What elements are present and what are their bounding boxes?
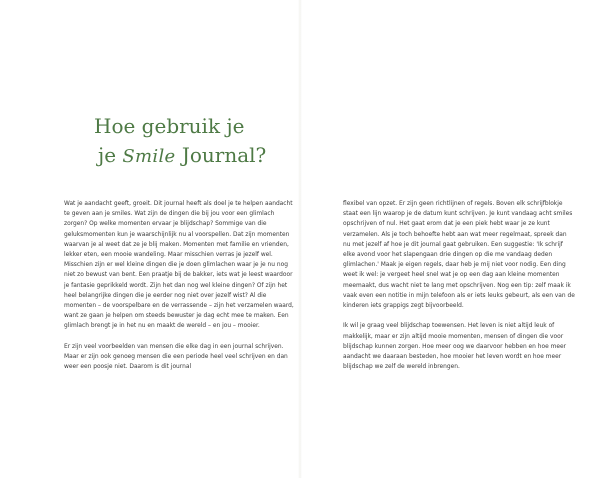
left-paragraph-2: Er zijn veel voorbeelden van mensen die elke dag in een journal schrijven. Maar er zijn ook genoeg mensen die een periode heel veel schrijven en dan weer een poosje niet. Daarom is dit journal [64, 343, 288, 371]
title-line-2 [94, 141, 294, 171]
right-paragraph-2: Ik wil je graag veel blijdschap toewensen. Het leven is niet altijd leuk of makkelijk, maar er zijn altijd mooie momenten, mensen of dingen die voor blijdschap kunnen zorgen. Hoe meer oog we daarvoor hebben en hoe meer aandacht we daaraan besteden, hoe mooier het leven wordt en hoe meer blijdschap we zelf de wereld inbrengen. [343, 323, 567, 371]
right-paragraph-1: flexibel van opzet. Er zijn geen richtlijnen of regels. Boven elk schrijfblokje staat een lijn waarop je de datum kunt schrijven. Je kunt vandaag acht smiles opschrijven of nul. Het gaat erom dat je een piek hebt waar je ze kunt verzamelen. Als je toch behoefte hebt aan wat meer regelmaat, spreek dan nu met jezelf af hoe je dit journal gaat gebruiken. Een suggestie: 'Ik schrijf elke avond voor het slapengaan drie dingen op die me vandaag deden glimlachen.' Maak je eigen regels, daar heb je mij niet voor nodig. Een ding weet ik wel: je vergeet heel snel wat je op een dag aan kleine momenten meemaakt, dus wacht niet te lang met opschrijven. Nog een tip: zelf maak ik vaak even een notitie in mijn telefoon als er iets leuks gebeurt, als een van de kinderen iets grappigs zegt bijvoorbeeld. [343, 201, 575, 310]
title-line-1: Hoe gebruik je [94, 114, 245, 138]
left-page-text-column [64, 199, 296, 383]
title-suffix: Journal? [175, 143, 267, 167]
page-gutter [298, 0, 302, 478]
page-title [94, 112, 294, 171]
left-paragraph-1: Wat je aandacht geeft, groeit. Dit journal heeft als doel je te helpen aandacht te geven aan je smiles. Wat zijn de dingen die bij jou voor een glimlach zorgen? Op welke momenten ervaar je blijdschap? Sommige van die geluksmomenten kun je waarschijnlijk nu al voorspellen. Dat zijn momenten waarvan je al weet dat ze je blij maken. Momenten met familie en vrienden, lekker eten, een mooie wandeling. Maar misschien verras je jezelf wel. Misschien zijn er wel kleine dingen die je doen glimlachen waar je je nu nog niet zo bewust van bent. Een praatje bij de bakker, iets wat je leest waardoor je fantasie geprikkeld wordt. Zijn het dan nog wel kleine dingen? Of zijn het heel belangrijke dingen die je eerder nog niet over jezelf wist? Al die momenten – de voorspelbare en de verrassende – zijn het verzamelen waard, want ze gaan je helpen om steeds bewuster je dag echt mee te maken. Een glimlach brengt je in het nu en maakt de wereld – en jou – mooier. [64, 201, 294, 330]
title-prefix: je [98, 143, 123, 167]
right-page-text-column [343, 199, 575, 383]
title-script-word: Smile [122, 146, 176, 167]
